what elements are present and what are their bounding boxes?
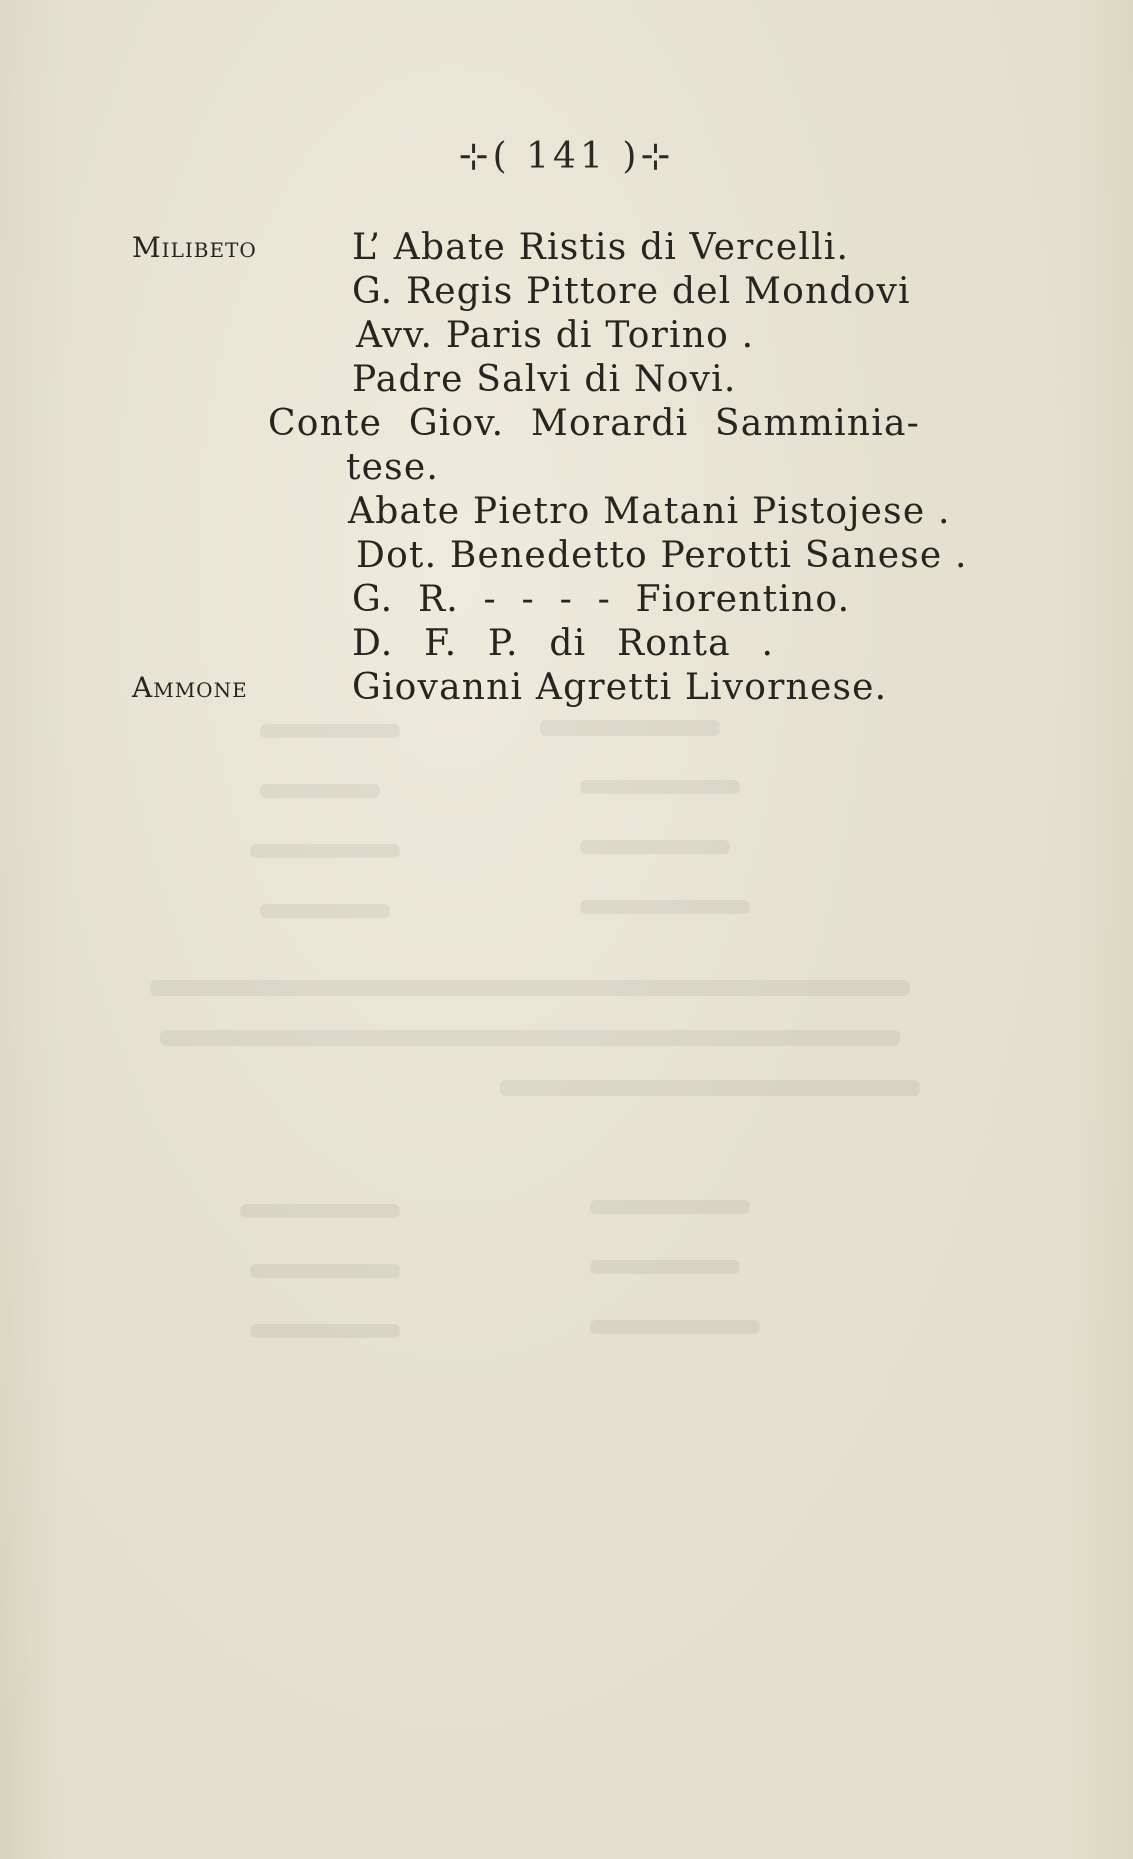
list-item: Dot. Benedetto Perotti Sanese . xyxy=(356,535,968,576)
list-item: Abate Pietro Matani Pistojese . xyxy=(348,491,951,532)
list-item: D. F. P. di Ronta . xyxy=(352,623,775,664)
ornament-right-icon: )⊹ xyxy=(622,136,675,177)
list-item: Avv. Paris di Torino . xyxy=(356,315,755,356)
speaker-name: Milibeto xyxy=(132,231,257,264)
list-item: G. Regis Pittore del Mondovi xyxy=(352,271,911,312)
list-item: G. R. - - - - Fiorentino. xyxy=(352,579,851,620)
speaker-name: Ammone xyxy=(132,671,248,704)
list-item: Conte Giov. Morardi Samminia- xyxy=(268,403,920,444)
list-item: tese. xyxy=(346,447,439,488)
list-item: Padre Salvi di Novi. xyxy=(352,359,737,400)
show-through-texture xyxy=(100,700,920,1420)
list-item: L’ Abate Ristis di Vercelli. xyxy=(352,227,850,268)
list-item: Giovanni Agretti Livornese. xyxy=(352,667,888,708)
ornament-left-icon: ⊹( xyxy=(458,136,511,177)
page-header xyxy=(0,136,1133,177)
page-number: 141 xyxy=(526,136,607,177)
